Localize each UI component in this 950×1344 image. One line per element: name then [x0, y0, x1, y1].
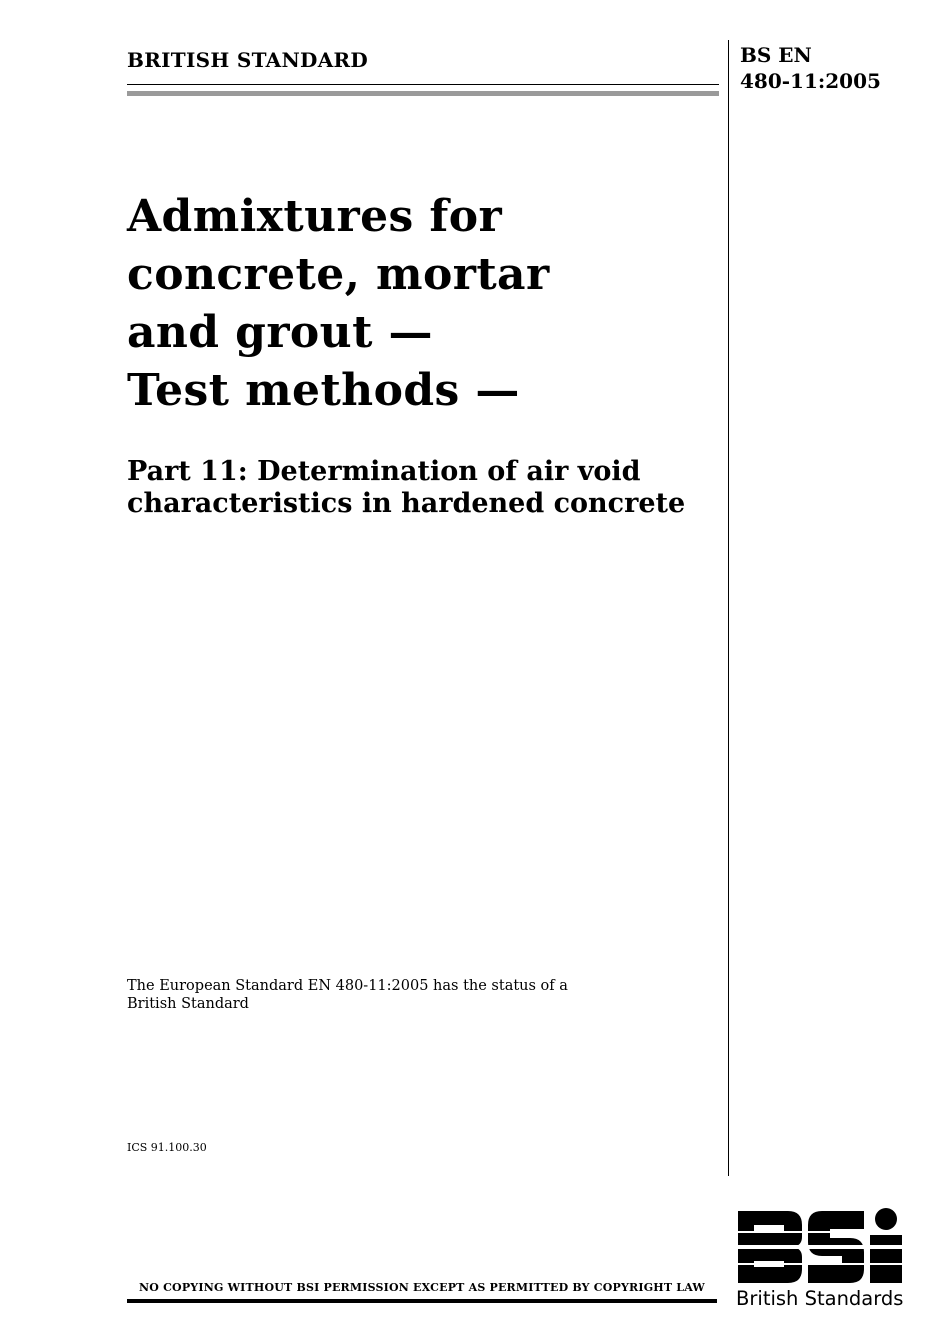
- subtitle-line: Part 11: Determination of air void: [127, 456, 641, 487]
- status-line: British Standard: [127, 996, 249, 1012]
- document-number-line-2: 480-11:2005: [740, 69, 881, 93]
- document-subtitle: [127, 456, 717, 520]
- bsi-logo-mark: [736, 1207, 906, 1287]
- document-title: [127, 188, 717, 420]
- bsi-logo-caption: British Standards: [736, 1287, 904, 1310]
- standard-type-label: BRITISH STANDARD: [127, 48, 369, 72]
- status-statement: [127, 977, 607, 1013]
- status-line: The European Standard EN 480-11:2005 has the status of a: [127, 978, 568, 994]
- document-number-line-1: BS EN: [740, 43, 812, 67]
- bsi-logo: [736, 1207, 906, 1317]
- title-line: Admixtures for: [127, 191, 503, 242]
- header-rule-thick: [127, 91, 719, 96]
- footer-rule: [127, 1299, 717, 1303]
- title-line: Test methods —: [127, 365, 520, 416]
- vertical-divider: [728, 40, 729, 1176]
- title-line: and grout —: [127, 307, 433, 358]
- ics-code: ICS 91.100.30: [127, 1141, 207, 1154]
- copyright-notice: NO COPYING WITHOUT BSI PERMISSION EXCEPT AS PERMITTED BY COPYRIGHT LAW: [139, 1281, 705, 1294]
- subtitle-line: characteristics in hardened concrete: [127, 488, 686, 519]
- header-rule-thin: [127, 84, 719, 85]
- document-number: [740, 42, 881, 94]
- title-line: concrete, mortar: [127, 249, 550, 300]
